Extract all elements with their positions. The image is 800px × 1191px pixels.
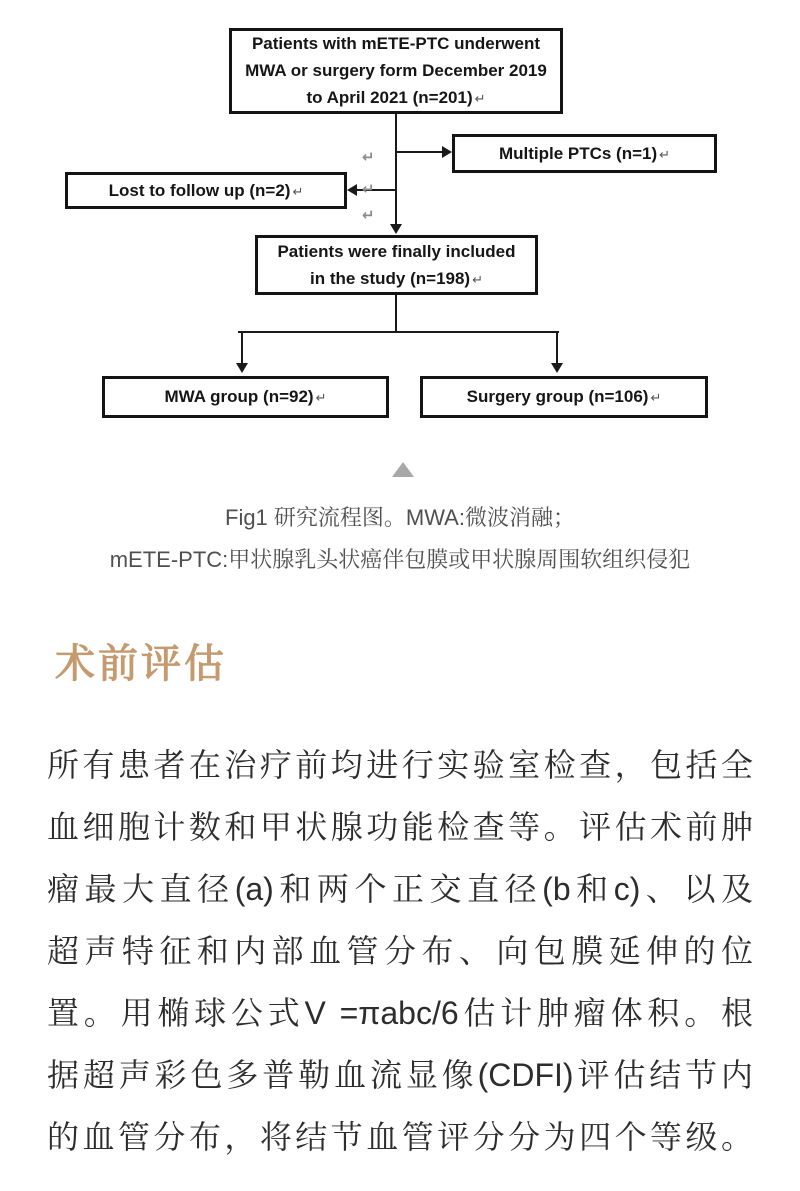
- arrowhead-down-icon: [551, 363, 563, 373]
- body-line: 所有患者在治疗前均进行实验室检查，包括全: [47, 747, 753, 783]
- return-mark-icon: ↵: [292, 183, 304, 199]
- body-paragraph: [47, 734, 753, 1168]
- flowchart-box-lost-followup: [65, 172, 347, 209]
- flowchart-box-surgery-group: [420, 376, 708, 418]
- flowchart-box-included: [255, 235, 538, 295]
- return-mark-icon: ↵: [362, 181, 375, 198]
- flowchart-box-enrolled: [229, 28, 563, 114]
- connector-line-top-vertical: [395, 114, 397, 225]
- return-mark-icon: ↵: [362, 149, 375, 166]
- arrowhead-down-icon: [236, 363, 248, 373]
- flowchart-box-multiple-ptcs-label: Multiple PTCs (n=1): [498, 143, 658, 163]
- flowchart-box-lost-followup-label: Lost to follow up (n=2): [108, 180, 291, 200]
- body-line: 超声特征和内部血管分布、向包膜延伸的位: [47, 933, 753, 969]
- body-line: 瘤最大直径(a)和两个正交直径(b和c)、以及: [47, 871, 753, 907]
- section-heading: 术前评估: [55, 641, 227, 686]
- flowchart-box-surgery-group-label: Surgery group (n=106): [466, 387, 649, 406]
- flowchart-box-mwa-group: [102, 376, 389, 418]
- connector-line-included-vertical: [395, 295, 397, 333]
- body-line: 据超声彩色多普勒血流显像(CDFI)评估结节内: [47, 1057, 753, 1093]
- connector-line-split-left: [241, 331, 243, 363]
- connector-line-split-horizontal: [238, 331, 559, 333]
- figure-caption-line2: mETE-PTC:甲状腺乳头状癌伴包膜或甲状腺周围软组织侵犯: [109, 547, 691, 572]
- flowchart-box-enrolled-label: Patients with mETE-PTC underwent MWA or surgery form December 2019 to April 2021 (n=201): [245, 34, 547, 107]
- figure-caption-line1: Fig1 研究流程图。MWA:微波消融；: [225, 505, 575, 530]
- connector-line-split-right: [556, 331, 558, 363]
- return-mark-icon: ↵: [659, 146, 671, 162]
- return-mark-icon: ↵: [650, 390, 662, 405]
- return-mark-icon: ↵: [362, 207, 375, 224]
- arrowhead-down-icon: [390, 224, 402, 234]
- arrowhead-left-icon: [347, 184, 357, 196]
- return-mark-icon: ↵: [315, 390, 327, 405]
- flowchart-box-multiple-ptcs: [452, 134, 717, 173]
- body-line: 的血管分布，将结节血管评分分为四个等级。: [47, 1119, 753, 1155]
- body-line: 置。用椭球公式V =πabc/6估计肿瘤体积。根: [47, 995, 753, 1031]
- connector-line-to-multiple: [396, 151, 443, 153]
- return-mark-icon: ↵: [472, 271, 484, 287]
- flowchart-box-mwa-group-label: MWA group (n=92): [164, 387, 314, 406]
- collapse-triangle-icon[interactable]: [392, 462, 414, 477]
- figure-caption: [0, 497, 800, 581]
- flowchart-box-included-label: Patients were finally included in the study (n=198): [277, 241, 516, 288]
- return-mark-icon: ↵: [474, 91, 486, 106]
- arrowhead-right-icon: [442, 146, 452, 158]
- body-line: 血细胞计数和甲状腺功能检查等。评估术前肿: [47, 809, 753, 845]
